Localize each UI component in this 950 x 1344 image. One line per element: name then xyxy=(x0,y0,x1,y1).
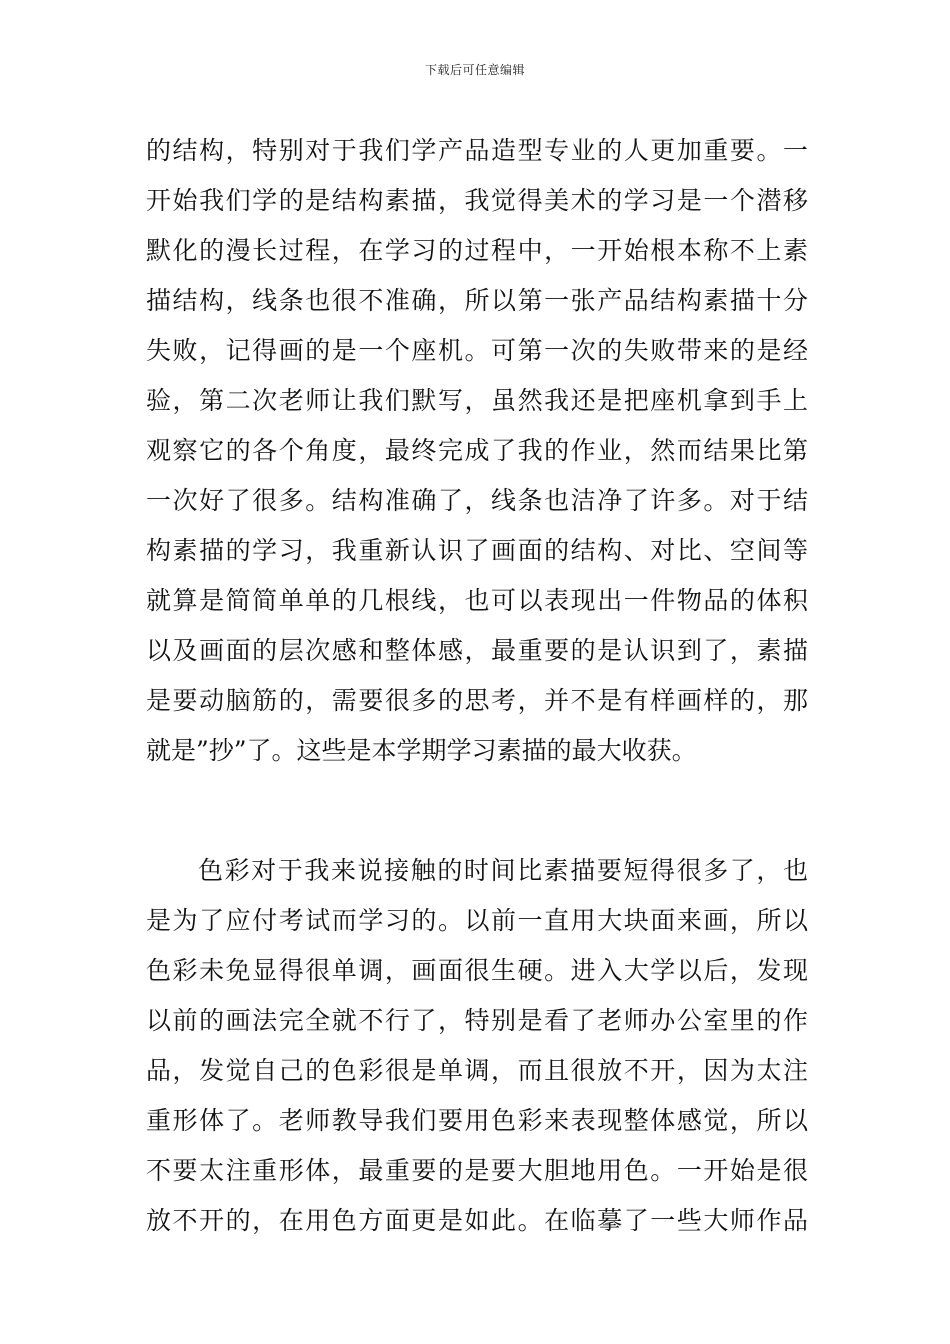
text-line: 就算是简简单单的几根线，也可以表现出一件物品的体积 xyxy=(146,586,808,615)
paragraph-2 xyxy=(146,846,808,1246)
text-line: 一次好了很多。结构准确了，线条也洁净了许多。对于结 xyxy=(146,486,808,515)
text-line: 是为了应付考试而学习的。以前一直用大块面来画，所以 xyxy=(146,906,808,935)
paragraph-1 xyxy=(146,126,808,776)
page-header: 下载后可任意编辑 xyxy=(424,63,525,77)
text-line: 放不开的，在用色方面更是如此。在临摹了一些大师作品 xyxy=(146,1206,808,1235)
text-line: 的结构，特别对于我们学产品造型专业的人更加重要。一 xyxy=(146,136,808,165)
text-line: 观察它的各个角度，最终完成了我的作业，然而结果比第 xyxy=(146,436,808,465)
text-line: 色彩对于我来说接触的时间比素描要短得很多了，也 xyxy=(198,856,808,885)
text-line: 品，发觉自己的色彩很是单调，而且很放不开，因为太注 xyxy=(146,1056,808,1085)
text-line: 失败，记得画的是一个座机。可第一次的失败带来的是经 xyxy=(146,336,808,365)
text-line: 重形体了。老师教导我们要用色彩来表现整体感觉，所以 xyxy=(146,1106,808,1135)
text-line: 开始我们学的是结构素描，我觉得美术的学习是一个潜移 xyxy=(146,186,808,215)
text-line: 色彩未免显得很单调，画面很生硬。进入大学以后，发现 xyxy=(146,956,808,985)
text-line: 构素描的学习，我重新认识了画面的结构、对比、空间等 xyxy=(146,536,808,565)
paragraph-spacer xyxy=(146,776,808,846)
text-line: 描结构，线条也很不准确，所以第一张产品结构素描十分 xyxy=(146,286,808,315)
text-line: 不要太注重形体，最重要的是要大胆地用色。一开始是很 xyxy=(146,1156,808,1185)
text-line: 以前的画法完全就不行了，特别是看了老师办公室里的作 xyxy=(146,1006,808,1035)
text-line: 验，第二次老师让我们默写，虽然我还是把座机拿到手上 xyxy=(146,386,808,415)
text-line: 默化的漫长过程，在学习的过程中，一开始根本称不上素 xyxy=(146,236,808,265)
text-line: 就是”抄”了。这些是本学期学习素描的最大收获。 xyxy=(146,736,697,765)
text-line: 是要动脑筋的，需要很多的思考，并不是有样画样的，那 xyxy=(146,686,808,715)
document-body xyxy=(146,126,808,1246)
text-line: 以及画面的层次感和整体感，最重要的是认识到了，素描 xyxy=(146,636,808,665)
